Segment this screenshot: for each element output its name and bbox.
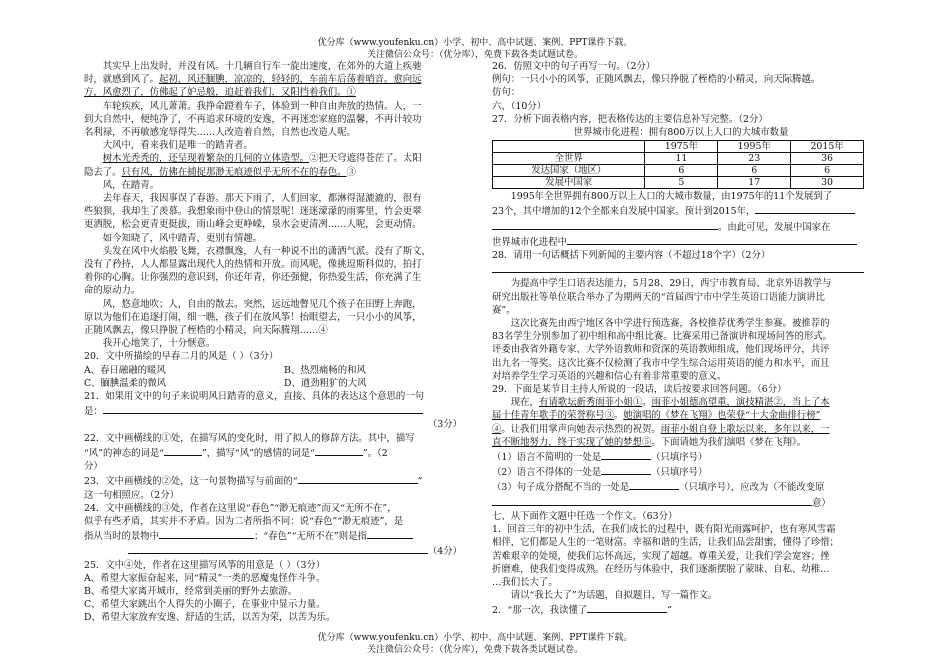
table-cell: 5 xyxy=(645,177,718,189)
passage-line: 正随风飘去，像只挣脱了桎梏的小精灵，向天际腾翔……④ xyxy=(84,325,328,337)
question-22-score: 分） xyxy=(84,461,103,473)
question-28: 28．请用一句话概括下列新闻的主要内容（不超过18个字）（2分） xyxy=(492,250,771,262)
question-26: 26．仿照文中的句子再写一句。（2分） xyxy=(492,61,656,72)
host-speech-line: 直不断地努力，终于实现了她的梦想⑤。下面请她为我们演唱《梦在飞翔》。 xyxy=(492,436,807,448)
table-header-row xyxy=(493,141,864,153)
passage-line: 大风中，看来我们是唯一的踏青者。 xyxy=(102,140,253,152)
question-21-answer: 是： xyxy=(84,403,462,418)
answer-line xyxy=(492,262,870,277)
option-c: C、腼腆温柔的微风 xyxy=(84,377,167,389)
news-line: 评委由我省外籍专家、大学外语教师和资深的英语教师组成，他们现场评分，共评 xyxy=(492,344,830,356)
table-cell: 17 xyxy=(718,177,791,189)
composition-1: 折磨难，使我们变得成熟。在经历与体验中，我们逐渐摆脱了蒙昧、自私、幼稚… xyxy=(492,563,830,575)
option-a: A、春日融融的暖风 xyxy=(84,364,166,376)
table-cell: 6 xyxy=(791,165,864,177)
passage-line: 着你的心胸。让你强烈的意识到，你还年青，你还强健，你热爱生活，你充满了生 xyxy=(84,272,422,284)
question-24-score: （4分） xyxy=(84,543,462,558)
table-header-cell: 2015年 xyxy=(791,141,864,153)
option-d: D、希望大家放弃安逸、舒适的生活，以苦为荣，以苦为乐。 xyxy=(84,612,336,624)
question-27-text: 世界城市化进程中 xyxy=(492,234,870,249)
passage-line: 原以为他们在追逐打闹，细一瞧，孩子们在放风筝！抬眼望去，一只小小的风筝， xyxy=(84,311,422,323)
underline-1-cont: 方，风愈烈了，仿佛起了妒忌般，追赶着我们，又阳挡着我们。① xyxy=(84,87,356,99)
table-cell: 23 xyxy=(718,153,791,165)
table-row xyxy=(493,153,864,165)
passage-line: 去年春天，我因事误了春游。那天下雨了，人们回家，都淋得湿漉漉的，很有 xyxy=(102,193,422,205)
table-cell: 6 xyxy=(718,165,791,177)
news-line: 对培养学生学习英语的兴趣和信心有着非常重要的意义。 xyxy=(492,370,727,382)
composition-1-prompt: 请以“我长大了”为话题，自拟题目，写一篇作文。 xyxy=(510,590,718,602)
table-title: 世界城市化进程：拥有800万以上人口的大城市数量 xyxy=(573,127,789,139)
page-header xyxy=(0,37,950,61)
question-24-answer: 指从当时的景物中 ；“春色”“无所不在”则是指 xyxy=(84,528,462,543)
question-26-example: 例句：一只小小的风筝，正随风飘去，像只挣脱了桎梏的小精灵，向天际腾越。 xyxy=(492,74,821,86)
question-29-sub-2: （2）语言不得体的一处是 （只填序号） xyxy=(492,464,870,479)
question-22-answer: “风”的神态的词是“ ”，描写“风”的感情的词是“ ”。（2 xyxy=(84,445,462,460)
question-26-imitation: 仿句： xyxy=(492,87,521,99)
footer-line-2: 关注微信公众号：（优分库），免费下载各类试题试卷。 xyxy=(366,645,583,655)
left-column xyxy=(84,60,462,625)
table-cell: 全世界 xyxy=(493,153,645,165)
news-line: 为提高中学生口语表达能力，5月28、29日，西宁市教育局、北京外语教学与 xyxy=(510,278,832,290)
section-6-heading: 六、（10分） xyxy=(492,100,547,112)
question-20-options xyxy=(84,377,462,390)
answer-blank[interactable] xyxy=(103,403,423,414)
composition-1: …我们长大了。 xyxy=(492,576,558,588)
passage-line: 风，在踏青。 xyxy=(102,179,160,191)
table-cell: 11 xyxy=(645,153,718,165)
passage-line: 我开心地笑了，十分惬意。 xyxy=(102,338,216,350)
question-29-sub-3-cont: 意） xyxy=(492,495,870,510)
question-29-sub-3: （3）句子成分搭配不当的一处是 （只填序号），应改为（不能改变原 xyxy=(492,479,870,494)
host-speech-line: 现在，有请歌坛新秀雨菲小姐①。雨菲小姐德高望重，演技精湛②，当上了本 xyxy=(510,397,830,409)
question-24: 似乎有些矛盾，其实并不矛盾。因为二者所指不同：说“春色”“渺无痕迹”，是 xyxy=(84,515,404,527)
passage-line: 树木光秃秃的，还呈现着繁杂的几何的立体造型。②把天穹遮得苍茫了。太阳 xyxy=(102,153,422,165)
table-cell: 6 xyxy=(645,165,718,177)
composition-1: 苦难艰辛的处境，使我们忘怀高远，实现了超越。尊重关爱，让我们学会宽容；挫 xyxy=(492,550,830,562)
news-line: 研究出版社等单位联合举办了为期两天的“首届西宁市中学生英语口语能力演讲比 xyxy=(492,291,825,303)
page-footer xyxy=(0,632,950,656)
answer-blank[interactable] xyxy=(601,464,651,475)
answer-blank[interactable] xyxy=(164,445,202,456)
table-cell: 发达国家（地区） xyxy=(493,165,645,177)
passage-line: 隐去了。只有风，仿佛在捕捉那渺无痕迹似乎无所不在的春色。③ xyxy=(84,166,356,178)
table-row xyxy=(493,165,864,177)
underline-1: 起初，风还腼腆，凉凉的，轻轻的，车前车后荡着哨音。愈向远 xyxy=(159,74,422,86)
table-header-cell: 1975年 xyxy=(645,141,718,153)
host-speech-line: 届十佳青年歌手的荣誉称号③。她演唱的《梦在飞翔》也荣登“十大金曲排行榜” xyxy=(492,410,821,422)
passage-line: 些狼狈，我却生了羡慕。我想象雨中登山的情景呢！迷迷濛濛的雨雾里，竹会更翠 xyxy=(84,206,422,218)
answer-blank[interactable] xyxy=(567,234,857,245)
composition-1: 相伴，它们都是人生的一笔财富。幸福和谐的生活，让我们品尝甜蜜，懂得了珍惜； xyxy=(492,537,839,549)
answer-blank[interactable] xyxy=(629,479,679,490)
answer-blank[interactable] xyxy=(298,473,418,484)
section-7-heading: 七、从下面作文题中任选一个作文。（63分） xyxy=(492,510,678,522)
answer-blank[interactable] xyxy=(492,495,812,506)
question-27-text: 23个，其中增加的12个全都来自发展中国家。预计到2015年， xyxy=(492,203,870,218)
option-b: B、希望大家离开城市，经常到美丽的野外去旅游。 xyxy=(84,585,298,597)
passage-line: 时，就感到风了。起初，风还腼腆，凉凉的，轻轻的，车前车后荡着哨音。愈向远 xyxy=(84,74,422,86)
question-22: 22．文中画横线的①处，在描写风的变化时，用了拟人的修辞方法。其中，描写 xyxy=(84,432,415,444)
question-24: 24．文中画横线的③处，作者在这里说“春色”“渺无痕迹”而又“无所不在”， xyxy=(84,502,397,514)
question-25: 25．文中④处，作者在这里描写风筝的用意是（ ）（3分） xyxy=(84,559,326,571)
answer-blank[interactable] xyxy=(159,528,254,539)
passage-line: 其实早上出发时，并没有风。十几辆自行车一旋出速度，在郊外的大道上疾驰 xyxy=(102,61,422,72)
question-23: 23．文中画横线的②处，这一句景物描写与前面的“ ” xyxy=(84,473,462,488)
passage-line: 车轮疾疾，风儿萧萧。我挣命蹬着车子，体验到一种自由奔放的热情。人，一 xyxy=(102,100,422,112)
answer-blank[interactable] xyxy=(367,528,413,539)
header-line-1: 优分库（www.youfenku.cn）小学、初中、高中试题、案例、PPT课件下载。 xyxy=(317,38,633,48)
option-b: B、热烈痛畅的和风 xyxy=(284,364,366,376)
question-20-options xyxy=(84,364,462,377)
question-27: 27．分析下面表格内容，把表格传达的主要信息补写完整。（2分） xyxy=(492,113,768,125)
passage-line: 更洒脱，松会更青更挺拔，雨山峰会更峥嵘，泉水会更清冽……人呢，会更动情。 xyxy=(84,219,422,231)
option-d: D、遒劲粗犷的大风 xyxy=(284,377,367,389)
passage-line: 头发在风中火焰般飞舞，衣襟飘逸，人有一种说不出的潇洒气派。没有了斯文， xyxy=(102,245,431,257)
passage-line: 名利禄，不再敏感宠辱得失……人改造着自然，自然也改造人呢。 xyxy=(84,127,356,139)
question-29-sub-1: （1）语言不简明的一处是 （只填序号） xyxy=(492,449,870,464)
host-speech-line: ④。让我们用掌声向她表示热烈的祝贺。雨菲小姐自登上歌坛以来，多年以来，一 xyxy=(492,423,830,435)
table-cell: 36 xyxy=(791,153,864,165)
table-cell: 30 xyxy=(791,177,864,189)
composition-2: 2．“那一次，我读懂了 ” xyxy=(492,602,870,617)
passage-line: 命的原动力。 xyxy=(84,285,141,297)
question-20: 20．文中所描绘的早春二月的风是（ ）（3分） xyxy=(84,351,279,363)
answer-blank[interactable] xyxy=(492,262,864,273)
right-column xyxy=(492,60,870,618)
underline-2: 树木光秃秃的，还呈现着繁杂的几何的立体造型。 xyxy=(102,153,310,165)
question-21: 21．如果用文中的句子来说明风日踏青的意义，直接、具体的表达这个意思的一句 xyxy=(84,391,425,403)
answer-blank[interactable] xyxy=(315,445,363,456)
table-row xyxy=(493,177,864,189)
option-c: C、希望大家跳出个人得失的小圈子，在事业中显示力量。 xyxy=(84,599,326,611)
table-cell: 发展中国家 xyxy=(493,177,645,189)
answer-blank[interactable] xyxy=(128,543,428,554)
answer-blank[interactable] xyxy=(601,449,651,460)
news-line: 赛”。 xyxy=(492,304,516,316)
composition-1: 1．回首三年的初中生活，在我们成长的过程中，既有阳光雨露呵护，也有寒风雪霜 xyxy=(492,524,836,536)
passage-line: 到大自然中，便纯净了，不再追求环境的安逸，不再迷恋家庭的温馨，不再计较功 xyxy=(84,113,422,125)
passage-line: 风，悠意地吹；人，自由的散去。突然，远远地瞥见几个孩子在田野上奔跑， xyxy=(102,298,422,310)
answer-blank[interactable] xyxy=(587,602,667,613)
news-line: 出九名一等奖。这次比赛不仅检测了我市中学生综合运用英语的能力和水平，而且 xyxy=(492,357,830,369)
question-23-score: 这一句相照应。（2分） xyxy=(84,489,180,501)
table-header-cell xyxy=(493,141,645,153)
question-27-text: 1995年全世界拥有800万以上人口的大城市数量，由1975年的11个发展到了 xyxy=(510,191,833,203)
answer-blank[interactable] xyxy=(755,203,855,214)
passage-line: 如今知晓了，风中踏青，更别有情趣。 xyxy=(102,232,263,244)
passage-line: 没有了矜持，人人都显露出现代人的热情和开放。而风呢，像挑逗斯科似的，拍打 xyxy=(84,259,422,271)
question-27-text: 。由此可见，发展中国家在 xyxy=(492,219,870,234)
answer-blank[interactable] xyxy=(492,219,718,230)
city-table xyxy=(492,140,864,189)
table-header-cell: 1995年 xyxy=(718,141,791,153)
passage-line xyxy=(84,86,462,99)
footer-line-1: 优分库（www.youfenku.cn）小学、初中、高中试题、案例、PPT课件下载。 xyxy=(317,633,633,643)
option-a: A、希望大家振奋起来，同“精灵”一类的恶魔鬼怪作斗争。 xyxy=(84,572,326,584)
news-line: 这次比赛先由西宁地区各中学进行预选赛，各校推荐优秀学生参赛。被推荐的 xyxy=(510,318,830,330)
question-29: 29．下面是某节目主持人所说的一段话，读后按要求回答问题。（6分） xyxy=(492,384,787,396)
news-line: 83名学生分别参加了初中组和高中组比赛。比赛采用已备演讲和现场问答的形式。 xyxy=(492,331,833,343)
underline-3: 只有风，仿佛在捕捉那渺无痕迹似乎无所不在的春色。 xyxy=(121,166,347,178)
header-line-2: 关注微信公众号：（优分库），免费下载各类试题试卷。 xyxy=(366,50,583,60)
question-21-score: （3分） xyxy=(427,419,462,431)
